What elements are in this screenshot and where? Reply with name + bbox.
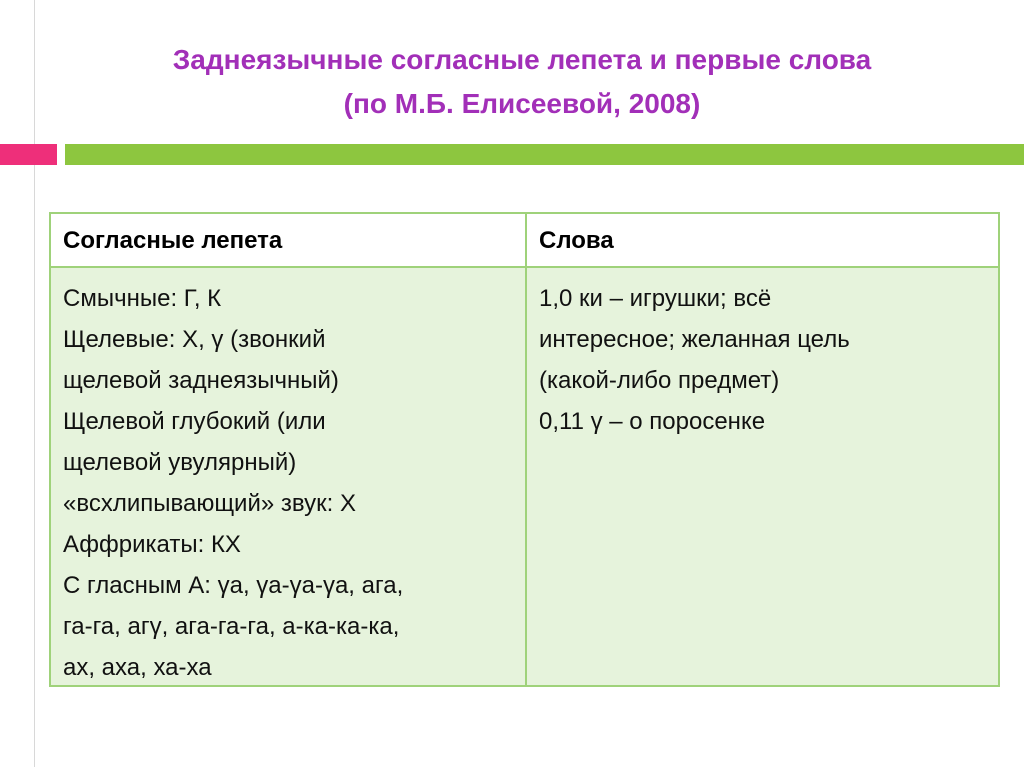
cell-line: Смычные: Г, К <box>63 285 222 312</box>
left-margin-rule <box>34 0 35 767</box>
header-words: Слова <box>539 227 614 254</box>
cell-line: ах, аха, ха-ха <box>63 654 212 681</box>
cell-line: интересное; желанная цель <box>539 326 850 353</box>
cell-line: Щелевой глубокий (или <box>63 408 326 435</box>
cell-line: 0,11 γ – о поросенке <box>539 408 766 435</box>
slide-title <box>60 38 984 126</box>
cell-line: га-га, агγ, ага-га-га, а-ка-ка-ка, <box>63 613 400 640</box>
cell-words <box>539 278 850 442</box>
cell-line: 1,0 ки – игрушки; всё <box>539 285 772 312</box>
cell-line: щелевой заднеязычный) <box>63 367 339 394</box>
accent-bar-pink <box>0 144 57 165</box>
cell-line: Щелевые: Х, γ (звонкий <box>63 326 326 353</box>
header-consonants: Согласные лепета <box>63 227 283 254</box>
cell-consonants <box>63 278 403 688</box>
title-line-2: (по М.Б. Елисеевой, 2008) <box>343 88 701 119</box>
accent-bar-green <box>65 144 1024 165</box>
cell-line: щелевой увулярный) <box>63 449 297 476</box>
column-divider <box>525 214 527 685</box>
cell-line: Аффрикаты: КХ <box>63 531 241 558</box>
title-line-1: Заднеязычные согласные лепета и первые слова <box>172 44 872 75</box>
cell-line: «всхлипывающий» звук: Х <box>63 490 356 517</box>
cell-line: (какой-либо предмет) <box>539 367 780 394</box>
cell-line: С гласным А: γа, γа-γа-γа, ага, <box>63 572 404 599</box>
data-table <box>49 212 1000 687</box>
